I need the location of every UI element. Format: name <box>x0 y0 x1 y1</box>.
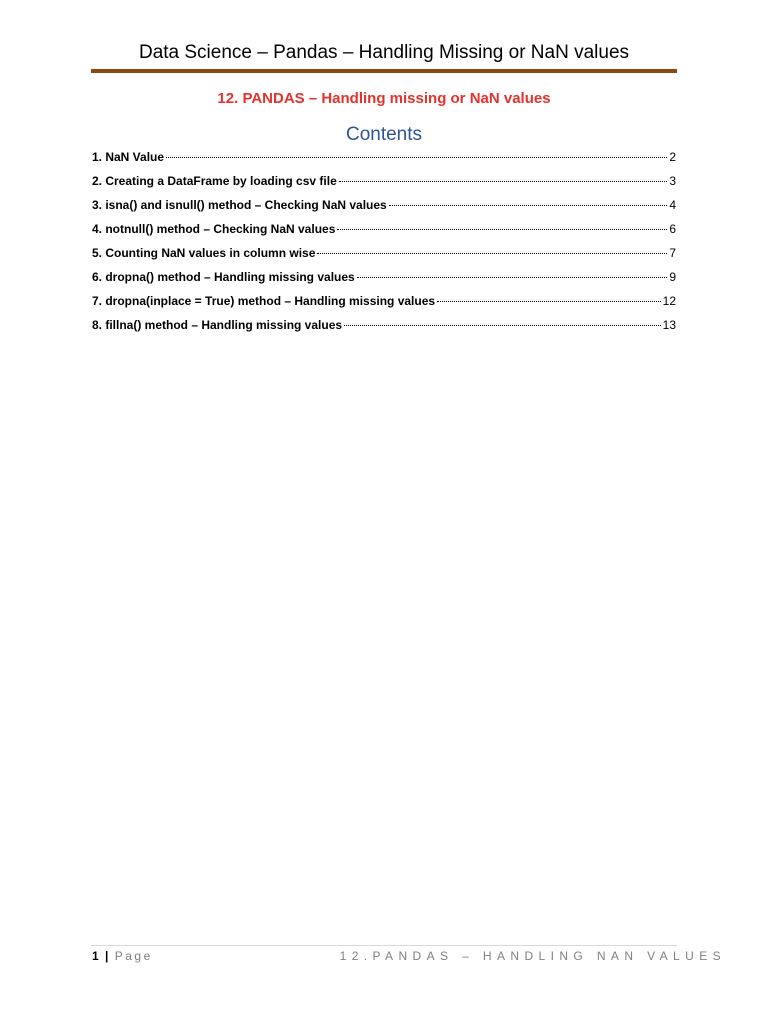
toc-entry-label: 8. fillna() method – Handling missing values <box>92 318 343 332</box>
footer-page-indicator <box>92 949 153 963</box>
toc-entry-1[interactable] <box>92 150 676 174</box>
footer-divider <box>91 945 677 946</box>
toc-entry-label: 6. dropna() method – Handling missing values <box>92 270 355 284</box>
toc-entry-page: 4 <box>669 198 676 212</box>
toc-entry-label: 2. Creating a DataFrame by loading csv file <box>92 174 337 188</box>
toc-dot-leader <box>166 157 667 158</box>
toc-dot-leader <box>389 205 668 206</box>
toc-entry-page: 12 <box>662 294 676 308</box>
toc-entry-page: 9 <box>669 270 676 284</box>
contents-heading: Contents <box>345 124 423 145</box>
toc-dot-leader <box>317 253 667 254</box>
toc-dot-leader <box>337 229 667 230</box>
toc-entry-5[interactable] <box>92 246 676 270</box>
header-divider <box>91 69 677 73</box>
toc-entry-3[interactable] <box>92 198 676 222</box>
toc-dot-leader <box>437 301 661 302</box>
toc-entry-page: 3 <box>669 174 676 188</box>
toc-entry-label: 1. NaN Value <box>92 150 165 164</box>
toc-entry-page: 6 <box>669 222 676 236</box>
toc-entry-page: 13 <box>662 318 676 332</box>
footer-page-word: Page <box>114 949 153 963</box>
document-title: 12. PANDAS – Handling missing or NaN values <box>217 90 551 107</box>
toc-entry-6[interactable] <box>92 270 676 294</box>
toc-entry-label: 7. dropna(inplace = True) method – Handling missing values <box>92 294 436 308</box>
toc-entry-7[interactable] <box>92 294 676 318</box>
toc-entry-label: 5. Counting NaN values in column wise <box>92 246 316 260</box>
toc-entry-4[interactable] <box>92 222 676 246</box>
footer-running-title: 12.PANDAS – HANDLING NAN VALUES <box>339 949 726 963</box>
toc-dot-leader <box>344 325 661 326</box>
footer-separator: | <box>105 949 109 963</box>
toc-entry-page: 2 <box>669 150 676 164</box>
toc-entry-page: 7 <box>669 246 676 260</box>
toc-entry-label: 3. isna() and isnull() method – Checking NaN values <box>92 198 387 212</box>
toc-dot-leader <box>339 181 668 182</box>
toc-entry-8[interactable] <box>92 318 676 342</box>
toc-entry-2[interactable] <box>92 174 676 198</box>
toc-entry-label: 4. notnull() method – Checking NaN values <box>92 222 336 236</box>
page-header-title: Data Science – Pandas – Handling Missing or NaN values <box>138 42 630 63</box>
footer-page-number: 1 <box>92 949 99 963</box>
table-of-contents <box>92 150 676 342</box>
toc-dot-leader <box>357 277 668 278</box>
